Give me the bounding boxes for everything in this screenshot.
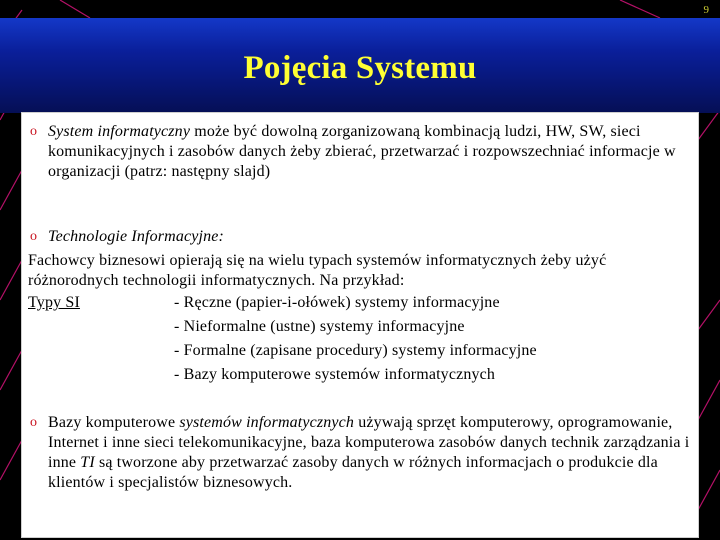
definition-text: może być dowolną zorganizowaną kombinacją ludzi, HW, SW, sieci komunikacyjnych i zasobów danych żeby zbierać, przetwarzać i rozpowszechniać informacje w organizacji (patrz: następny slajd): [48, 123, 676, 180]
bullet-text: [48, 413, 694, 493]
ti-paragraph: Fachowcy biznesowi opierają się na wielu typach systemów informatycznych żeby użyć różnorodnych technologii informatycznych. Na przykład:: [28, 252, 607, 289]
bullet-technologie-informacyjne: [30, 227, 694, 247]
type-item: - Nieformalne (ustne) systemy informacyjne: [174, 318, 465, 335]
text-part: są tworzone aby przetwarzać zasoby danych w różnych informacjach o produkcie dla klientów i specjalistów biznesowych.: [48, 454, 658, 491]
page-number: 9: [703, 4, 709, 16]
hollow-circle-bullet-icon: o: [30, 415, 38, 430]
term-system-informatyczny: System informatyczny: [48, 123, 191, 140]
type-item: - Formalne (zapisane procedury) systemy informacyjne: [174, 342, 537, 359]
type-item: - Bazy komputerowe systemów informatycznych: [174, 366, 496, 383]
type-item: - Ręczne (papier-i-ołówek) systemy informacyjne: [174, 294, 500, 311]
italic-term-ti: TI: [80, 454, 95, 471]
text-part: używają sprzęt komputerowy, oprogramowanie, Internet i inne sieci telekomunikacyjne, baza komputerowa zasobów danych technik zarządzania i inne: [48, 414, 690, 471]
italic-term: systemów informatycznych: [179, 414, 355, 431]
bullet-bazy-komputerowe: [30, 413, 694, 493]
text-part: Bazy komputerowe: [48, 414, 180, 431]
hollow-circle-bullet-icon: o: [30, 124, 38, 139]
slide-title: Pojęcia Systemu: [243, 50, 477, 86]
types-label: Typy SI: [28, 294, 80, 311]
bullet-text: [48, 227, 694, 247]
hollow-circle-bullet-icon: o: [30, 229, 38, 244]
bullet-text: [48, 122, 694, 182]
content-panel: [22, 113, 698, 537]
bullet-system-informatyczny: [30, 122, 694, 182]
term-technologie-informacyjne: Technologie Informacyjne:: [48, 228, 225, 245]
